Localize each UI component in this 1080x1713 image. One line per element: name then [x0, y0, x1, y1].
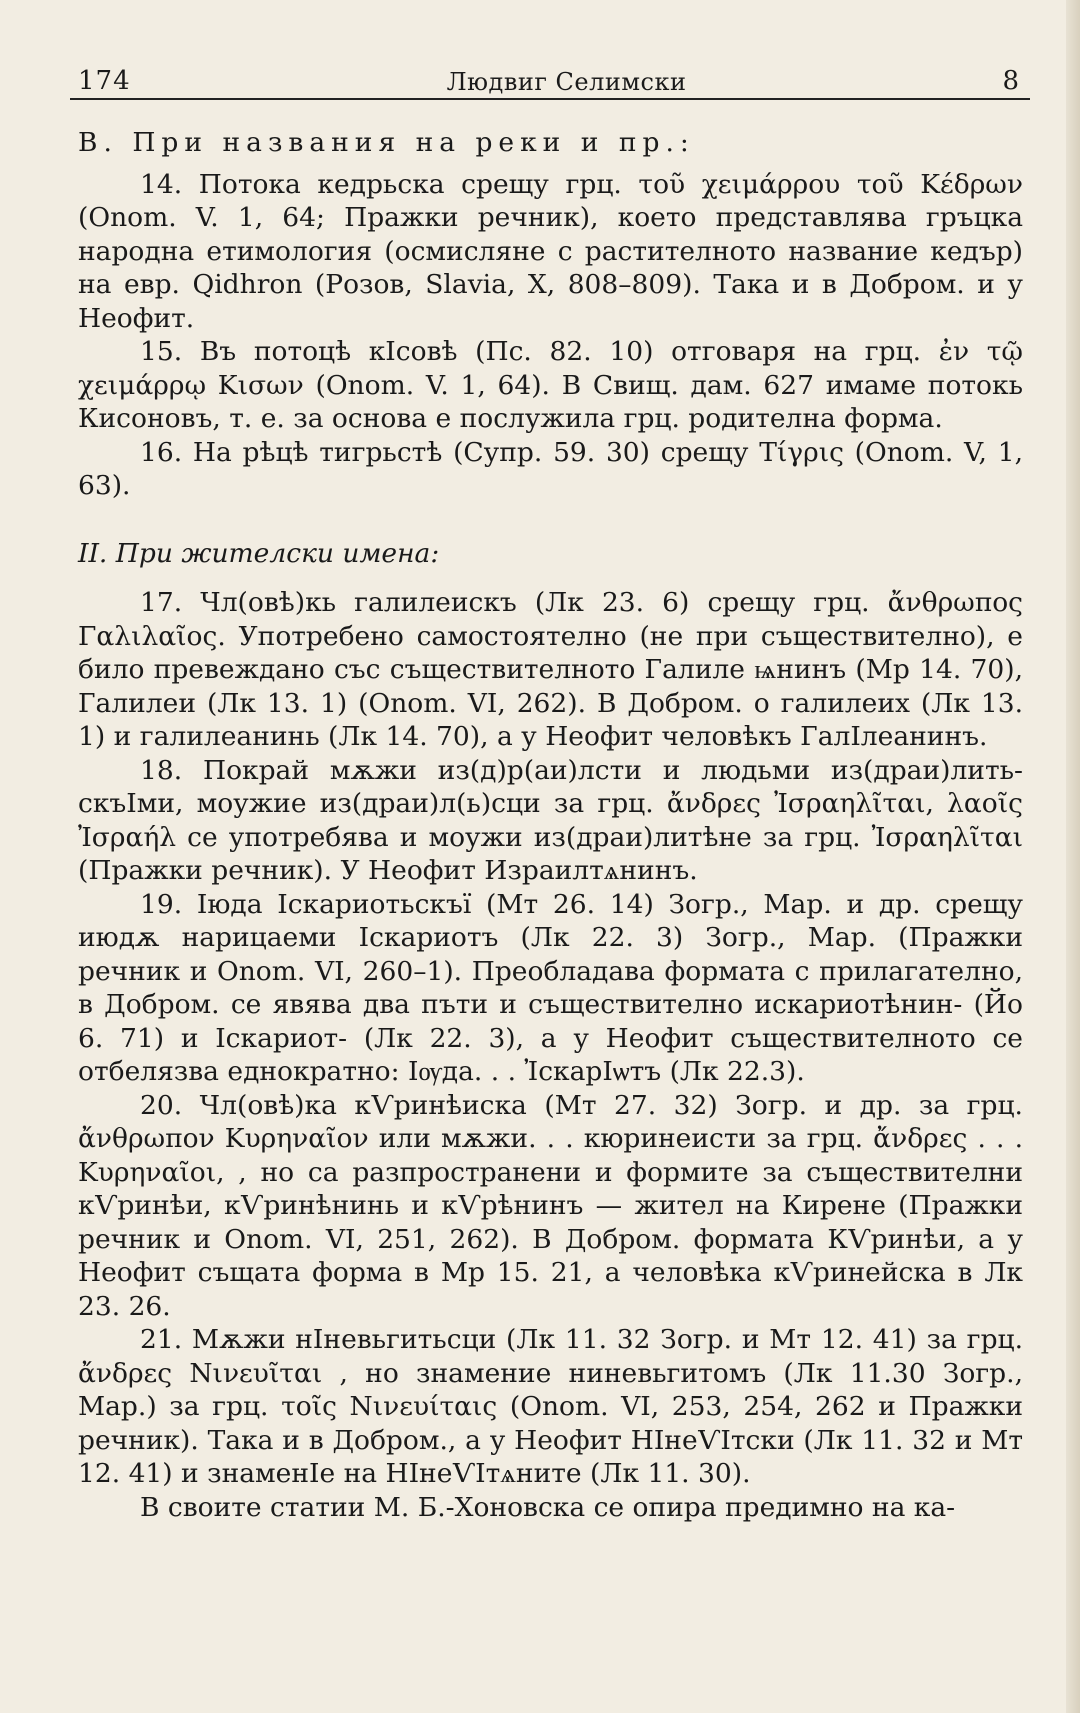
- running-title: Людвиг Селимски: [446, 68, 687, 96]
- paragraph-21: 21. Мѫжи нІневьгитьсци (Лк 11. 32 Зогр. и Мт 12. 41) за грц. ἄνδρες Νινευῖται , но знамение ниневьгитомъ (Лк 11.30 Зогр., Мар.) за грц. τοῖς Νινευίταις (Onom. VI, 253, 254, 262 и Пражки речник). Така и в Добром., а у Неофит НІнеѴІтски (Лк 11. 32 и Мт 12. 41) и знаменІе на НІнеѴІтѧните (Лк 11. 30).: [78, 1324, 1023, 1489]
- page-number: 174: [78, 66, 131, 96]
- paragraph-19: 19. Іюда Іскариотьскъї (Мт 26. 14) Зогр., Мар. и др. срещу июдѫ нарицаеми Іскариотъ (Лк 22. 3) Зогр., Мар. (Пражки речник и Onom. VI, 260–1). Преобладава формата с прилагателно, в Добром. се явява два пъти и съществително искариотѣнин- (Йо 6. 71) и Іскариот- (Лк 22. 3), а у Неофит съществителното се отбелязва еднократно: Іѹда. . . ἸскарІѡтъ (Лк 22.3).: [78, 888, 1023, 1087]
- paragraph-final: В своите статии М. Б.-Хоновска се опира предимно на ка-: [140, 1491, 956, 1523]
- paragraph-15: 15. Въ потоцѣ кІсовѣ (Пс. 82. 10) отговаря на грц. ἐν τῷ χειμάρρῳ Κισων (Onom. V. 1, 64). В Свищ. дам. 627 имаме потокь Кисоновъ, т. е. за основа е послужила грц. родителна форма.: [78, 336, 1023, 434]
- running-header: [78, 48, 1020, 96]
- paragraph-14: 14. Потока кедрьска срещу грц. τοῦ χειμάρρου τοῦ Κέδρων (Onom. V. 1, 64; Пражки речник), което представлява гръцка народна етимология (осмисляне с растителното название кедър) на евр. Qidhron (Розов, Slavia, X, 808–809). Така и в Добром. и у Неофит.: [78, 168, 1023, 334]
- page-body: [78, 126, 1023, 1524]
- section-heading-b: В. При названия на реки и пр.:: [78, 127, 695, 158]
- page-edge-shadow: [1066, 0, 1080, 1713]
- paragraph-17: 17. Чл(овѣ)кь галилеискъ (Лк 23. 6) срещу грц. ἄνθρωπος Γαλιλαῖος. Употребено самостоятелно (не при съществително), е било превеждано със съществителното Галиле ѩнинъ (Мр 14. 70), Галилеи (Лк 13. 1) (Onom. VI, 262). В Добром. о галилеих (Лк 13. 1) и галилеанинь (Лк 14. 70), а у Неофит человѣкъ ГалІлеанинъ.: [78, 587, 1023, 752]
- section-heading-ii: II. При жителски имена:: [78, 537, 440, 569]
- paragraph-20: 20. Чл(овѣ)ка кѴринѣиска (Мт 27. 32) Зогр. и др. за грц. ἄνθρωπον Κυρηναῖον или мѫжи. . . кюринеисти за грц. ἄνδρες . . . Κυρηναῖοι, , но са разпространени и формите за съществителни кѴринѣи, кѴринѣнинь и кѴрѣнинъ — жител на Кирене (Пражки речник и Onom. VI, 251, 262). В Добром. формата КѴринѣи, а у Неофит същата форма в Мр 15. 21, а человѣка кѴринейска в Лк 23. 26.: [78, 1089, 1023, 1322]
- paragraph-16: 16. На рѣцѣ тигрьстѣ (Супр. 59. 30) срещу Τίγρις (Onom. V, 1, 63).: [78, 436, 1023, 501]
- paragraph-18: 18. Покрай мѫжи из(д)р(аи)лсти и людьми из(драи)лить-скъІми, моужие из(драи)л(ь)сци за грц. ἄνδρες Ἰσραηλῖται, λαοῖς Ἰσραήλ се употребява и моужи из(драи)литѣне за грц. Ἰσραηλῖται (Пражки речник). У Неофит Израилтѧнинъ.: [78, 754, 1023, 886]
- signature-mark: 8: [1002, 66, 1020, 96]
- header-rule: [70, 98, 1030, 100]
